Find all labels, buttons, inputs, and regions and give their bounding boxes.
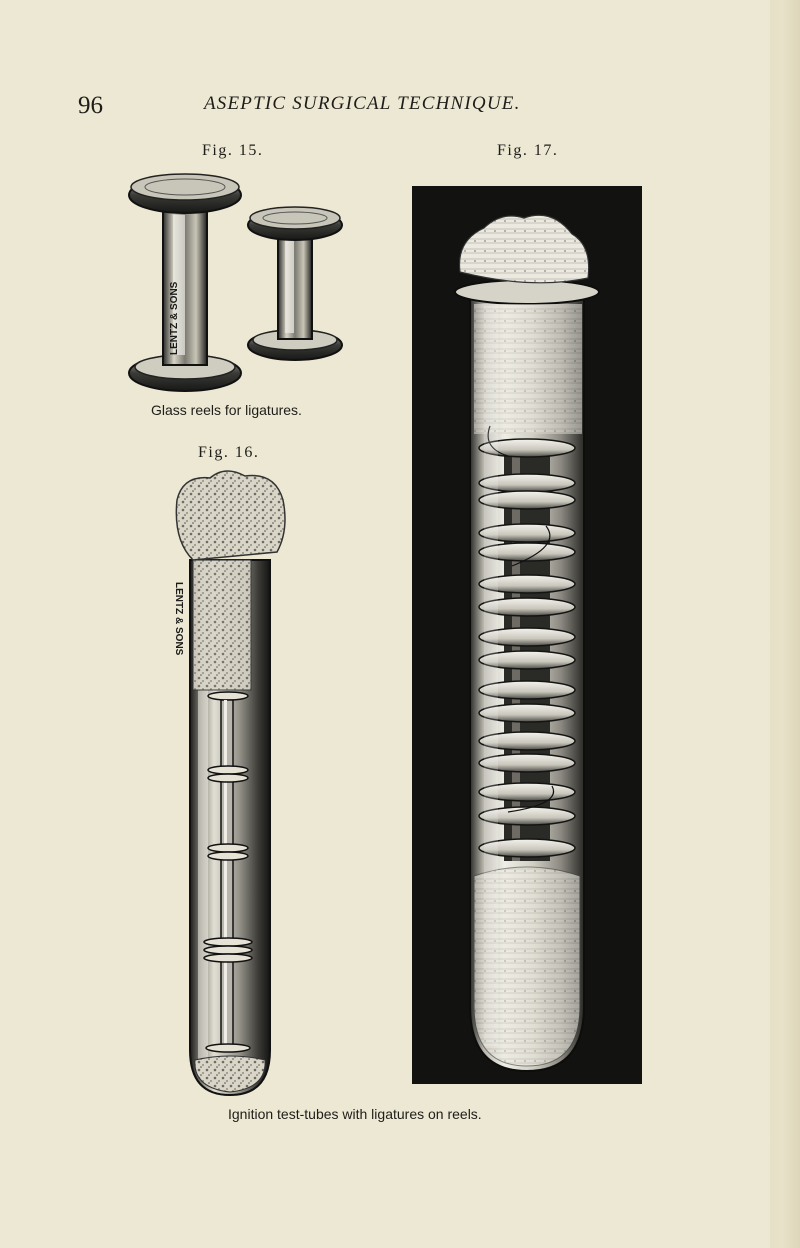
figure-17-label: Fig. 17. xyxy=(497,142,559,159)
page-number: 96 xyxy=(78,92,103,119)
page-edge xyxy=(770,0,800,1248)
glass-reels-illustration xyxy=(125,165,365,405)
large-glass-reel xyxy=(129,174,241,391)
test-tube-with-reel-illustration xyxy=(165,460,305,1100)
figure-16-17-caption: Ignition test-tubes with ligatures on reels. xyxy=(228,1106,482,1122)
running-title: ASEPTIC SURGICAL TECHNIQUE. xyxy=(204,93,521,114)
large-test-tube-illustration xyxy=(412,186,642,1084)
cotton-plug xyxy=(176,471,285,560)
small-glass-reel xyxy=(248,207,342,360)
figure-15-caption: Glass reels for ligatures. xyxy=(151,402,302,418)
figure-15-label: Fig. 15. xyxy=(202,142,264,159)
figure-16-label: Fig. 16. xyxy=(198,444,260,461)
maker-mark-tube: LENTZ & SONS xyxy=(173,582,184,656)
maker-mark-reel: LENTZ & SONS xyxy=(169,281,180,355)
